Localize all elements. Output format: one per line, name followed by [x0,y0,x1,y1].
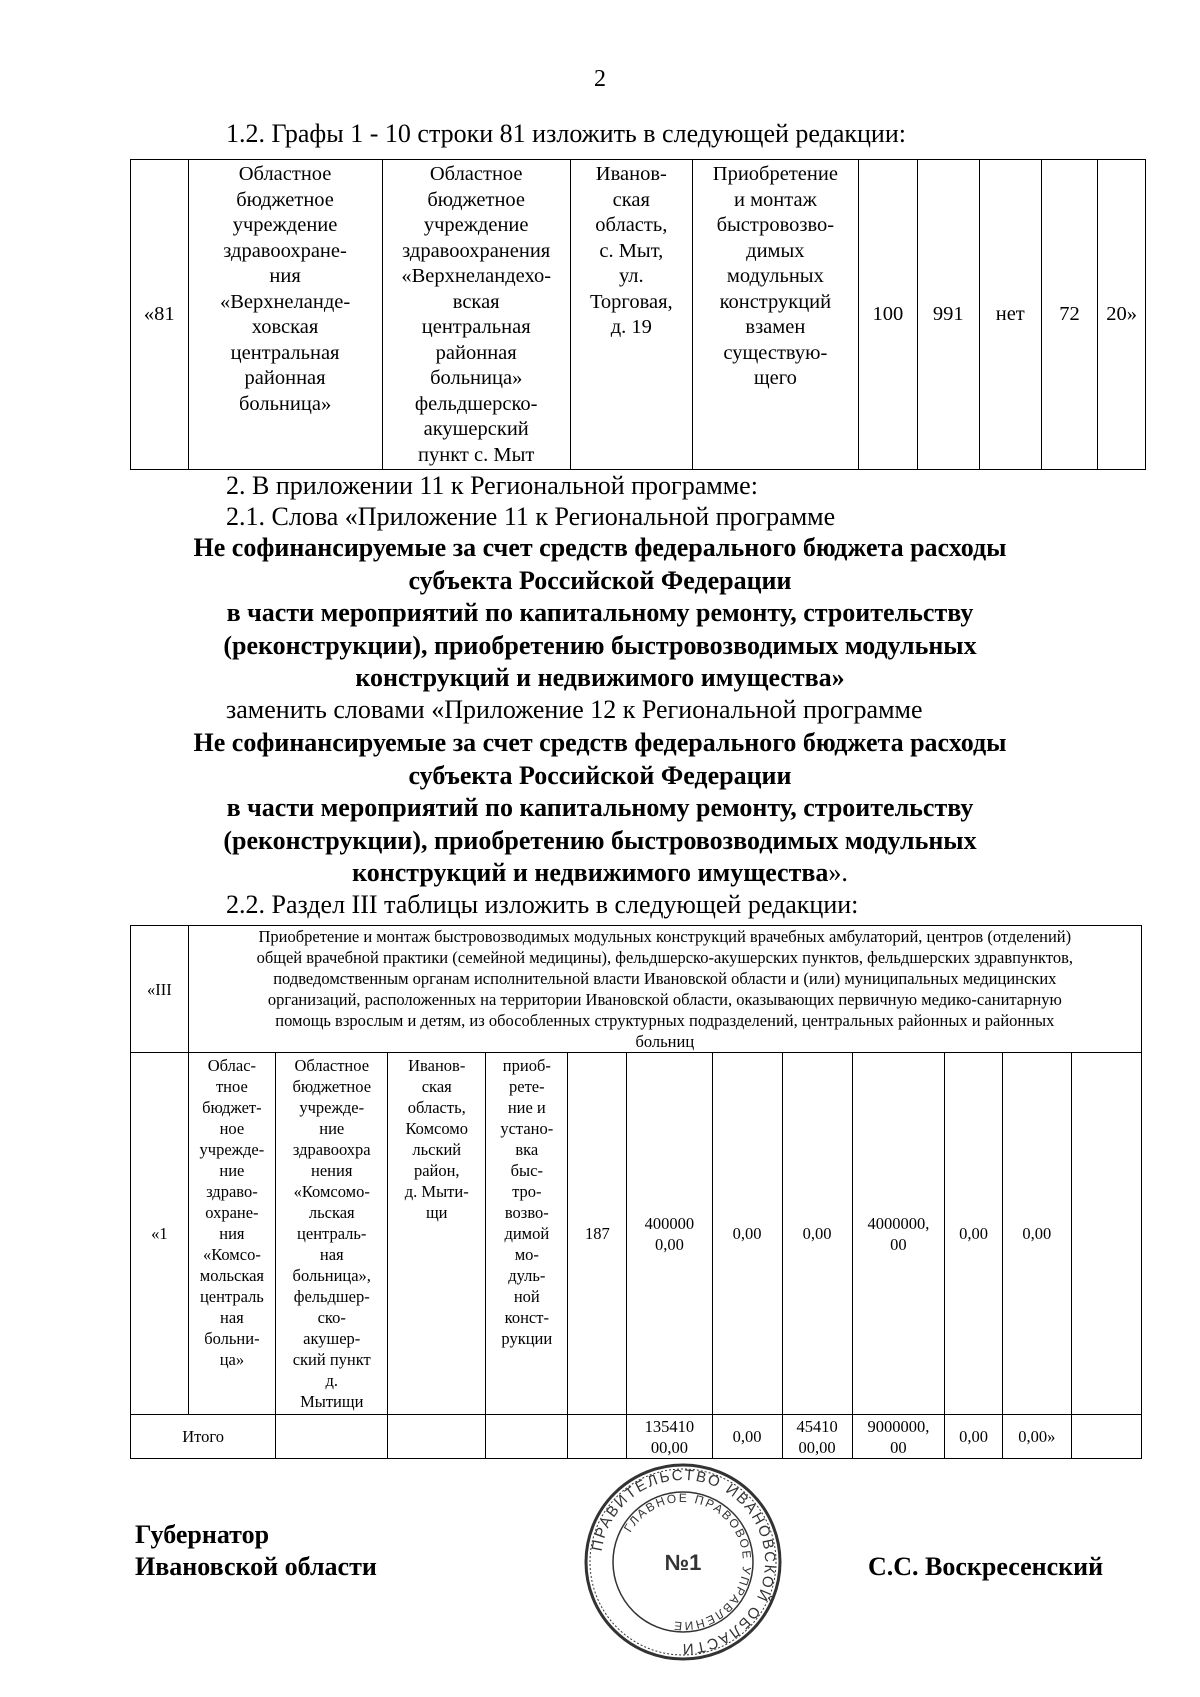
text-line: ская [612,188,650,211]
text-line: ховская [251,316,319,338]
signature-name: С.С. Воскресенский [868,1552,1104,1581]
text-line: 00 [890,1234,907,1254]
text-line: рукции [501,1329,553,1348]
value-cell: 100 [858,160,917,470]
text-line: фельдшер- [293,1287,370,1306]
empty-cell [486,1415,568,1459]
facility-name [276,1053,388,1415]
heading-line: в части мероприятий по капитальному ремонту, строительству [226,793,974,822]
text-line: область, [595,214,668,236]
text-line: мо- [514,1245,539,1264]
text-line: ная [220,1308,244,1327]
signature-title-line: Ивановской области [135,1552,377,1581]
text-line: Мытищи [300,1392,364,1411]
text-line: здравоохранения [402,239,551,262]
bold-heading-new [0,727,1200,890]
text-line: здравоохране- [223,239,347,262]
text-line: конст- [504,1308,549,1327]
empty-cell [568,1415,627,1459]
text-line: щего [753,367,797,389]
text-line: нения [311,1161,353,1180]
text-line: ние [219,1161,245,1180]
text-line: бюджетное [292,1077,372,1096]
text-line: ул. [618,265,644,287]
paragraph-2-1: 2.1. Слова «Приложение 11 к Региональной программе [226,502,836,531]
paragraph-2-2: 2.2. Раздел III таблицы изложить в следующей редакции: [226,890,859,919]
value-cell: 0,00 [712,1053,782,1415]
activity [692,160,858,470]
text-line: Областное [429,163,523,185]
page-number: 2 [594,66,606,92]
text-line: здравоохра [292,1140,371,1159]
text-line: существую- [723,341,828,364]
text-line: 135410 [644,1416,695,1436]
text-line: д. Мыти- [404,1182,469,1201]
text-line: вская [452,290,500,313]
signature-title [135,1519,377,1583]
table-row-81 [130,159,1146,470]
text-line: льская [308,1203,355,1222]
text-line: ская [421,1077,452,1096]
itogo-total [627,1415,712,1459]
itogo-value: 0,00 [712,1415,782,1459]
row-number: «81 [131,160,189,470]
text-line: вка [515,1140,539,1159]
value-cell [627,1053,712,1415]
itogo-label: Итого [131,1415,276,1459]
text-line: модульных [726,265,824,287]
text-line: Иванов- [595,163,667,185]
value-cell: 0,00 [1002,1053,1071,1415]
stamp-inner-text: ГЛАВНОЕ ПРАВОВОЕ УПРАВЛЕНИЕ [621,1490,755,1634]
text-line: Торговая, [589,290,673,313]
text-line: в части мероприятий по капитальному ремонту, строительству [226,598,974,627]
text-line: помощь взрослым и детям, из обособленных структурных подразделений, центральных районных и районных [275,1011,1055,1030]
empty-cell [388,1415,486,1459]
row-number: «1 [131,1053,189,1415]
text-line: больница», [292,1266,371,1285]
text-line: ско- [317,1308,346,1327]
text-line: районная [244,367,326,389]
text-line: димых [746,239,805,262]
text-line: централь [199,1287,264,1306]
empty-cell [276,1415,388,1459]
text-line: область, [407,1098,466,1117]
text-line: быс- [510,1161,543,1180]
text-line: тное [215,1077,248,1096]
facility-name [382,160,570,470]
empty-cell [1071,1415,1141,1459]
text-line: (реконструкции), приобретению быстровозводимых модульных [223,630,977,660]
text-line: район, [413,1161,460,1180]
text-line: централь- [297,1224,367,1243]
section-title [188,926,1141,1053]
text-line: д. [325,1371,338,1390]
text-line: организаций, расположенных на территории Ивановской области, оказывающих первичную медико-санитарную [267,990,1062,1009]
text-line: Не софинансируемые за счет средств федерального бюджета расходы [193,533,1007,562]
text-line: фельдшерско- [414,392,538,415]
text-line: «Комсомо- [293,1182,370,1201]
text-line: ние и [507,1098,546,1117]
text-line: охране- [205,1203,259,1222]
text-line: ский пункт [292,1350,371,1369]
text-line: «Комсо- [202,1245,261,1264]
text-line: «Верхнеланде- [219,290,351,313]
text-line: рете- [509,1077,545,1096]
activity [486,1053,568,1415]
section-number: «III [131,926,189,1053]
text-line: д. 19 [610,316,652,338]
text-line: ное [219,1119,245,1138]
address [388,1053,486,1415]
text-line: 4000000, [867,1213,930,1233]
value-cell: 0,00 [782,1053,852,1415]
text-line: взамен [745,316,806,338]
text-line: Областное [294,1056,370,1075]
paragraph-1-2: 1.2. Графы 1 - 10 строки 81 изложить в следующей редакции: [226,119,906,148]
text-line: бюджет- [202,1098,262,1117]
text-line: ния [219,1224,245,1243]
stamp-outer-text: ПРАВИТЕЛЬСТВО ИВАНОВСКОЙ ОБЛАСТИ [588,1466,779,1658]
text-line: центральная [230,341,340,364]
text-line: быстровозво- [716,214,835,236]
text-line: приоб- [502,1056,551,1075]
text-line: субъекта Российской Федерации [408,565,792,595]
text-line: тро- [512,1182,542,1201]
text-line: «Верхнеландехо- [401,265,552,287]
text-line: дуль- [508,1266,546,1285]
text-line: учрежде- [299,1098,365,1117]
text-line: учрежде- [199,1140,265,1159]
text-line: районная [435,341,517,364]
text-line: ния [269,265,301,287]
text-line: димой [504,1224,550,1243]
text-line: учреждение [423,214,529,236]
text-line: 00,00 [798,1437,836,1457]
text-line: конструкций [719,290,832,313]
institution-name [188,1053,276,1415]
text-line: учреждение [232,214,338,236]
bold-heading-old [0,532,1200,695]
text-line: Приобретение и монтаж быстровозводимых модульных конструкций врачебных амбулаторий, центров (отделений) [258,927,1072,946]
text-line: ние [319,1119,345,1138]
institution-name [188,160,382,470]
text-line: акушер- [303,1329,361,1348]
text-line: центральная [421,316,531,338]
value-cell: 72 [1041,160,1098,470]
replace-line: заменить словами «Приложение 12 к Региональной программе [226,695,923,724]
text-line: щи [425,1203,448,1222]
text-line: ной [513,1287,540,1306]
itogo-value [852,1415,945,1459]
value-cell: 20» [1098,160,1146,470]
heading-line: конструкций и недвижимого имущества». [352,858,848,887]
text-line: бюджетное [236,188,334,211]
text-line: больниц [635,1032,695,1051]
text-line: и монтаж [733,188,817,211]
text-line: общей врачебной практики (семейной медицины), фельдшерско-акушерских пунктов, фельдшерских здравпунктов, [256,948,1073,967]
text-line: Облас- [207,1056,257,1075]
value-cell [852,1053,945,1415]
text-line: Приобретение [712,163,838,185]
text-line: больница» [238,392,332,415]
text-line: 400000 [644,1213,695,1233]
itogo-value: 0,00» [1002,1415,1071,1459]
text-line: подведомственным органам исполнительной власти Ивановской области и (или) муниципальных медицинских [273,969,1057,988]
text-line: 0,00 [654,1234,684,1254]
value-cell: 0,00 [945,1053,1003,1415]
paragraph-2: 2. В приложении 11 к Региональной программе: [226,471,758,500]
heading-line: Не софинансируемые за счет средств федерального бюджета расходы [193,728,1007,757]
address [570,160,692,470]
text-line: больница» [430,367,523,389]
text-line: акушерский [423,418,529,440]
heading-line: (реконструкции), приобретению быстровозводимых модульных [223,825,977,855]
text-line: Комсомо [405,1119,468,1138]
text-line: бюджетное [427,188,526,211]
signature-title-line: Губернатор [135,1520,270,1549]
text-line: возво- [504,1203,549,1222]
value-cell: 991 [917,160,979,470]
text-line: 9000000, [867,1416,930,1436]
text-line: устано- [500,1119,554,1138]
text-line: конструкций и недвижимого имущества» [355,663,845,692]
itogo-value: 0,00 [945,1415,1003,1459]
heading-line: субъекта Российской Федерации [408,760,792,790]
text-line: 00 [890,1437,907,1457]
text-line: пункт с. Мыт [418,443,535,466]
table-section-3 [130,925,1142,1459]
value-cell [1071,1053,1141,1415]
text-line: с. Мыт, [599,239,664,262]
value-cell: нет [979,160,1041,470]
text-line: здраво- [206,1182,258,1201]
text-line: Иванов- [408,1056,466,1075]
text-line: ная [319,1245,344,1264]
text-line: 00,00 [650,1437,688,1457]
official-stamp [583,1462,783,1662]
text-line: Областное [238,163,332,185]
stamp-number: №1 [664,1550,702,1575]
text-line: ца» [219,1350,245,1369]
itogo-value [782,1415,852,1459]
value-cell: 187 [568,1053,627,1415]
text-line: 45410 [796,1416,838,1436]
text-line: больни- [204,1329,260,1348]
text-line: льский [412,1140,462,1159]
text-line: мольская [199,1266,265,1285]
